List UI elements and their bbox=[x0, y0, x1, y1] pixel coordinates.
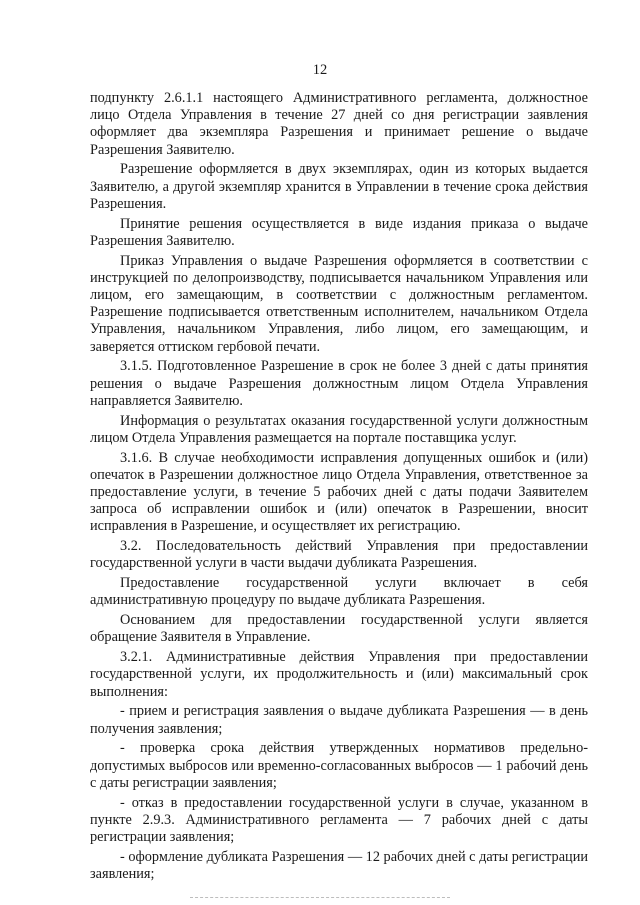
list-item: - отказ в предоставлении государственной услуги в случае, указанном в пункте 2.9.3. Административного регламента — 7 рабочих дней с даты регистрации заявления; bbox=[90, 794, 588, 846]
list-item: - проверка срока действия утвержденных нормативов предельно-допустимых выбросов или временно-согласованных выбросов — 1 рабочий день с даты регистрации заявления; bbox=[90, 740, 588, 791]
scan-footer-artifact bbox=[190, 897, 450, 900]
paragraph: Приказ Управления о выдаче Разрешения оформляется в соответствии с инструкцией по делопроизводству, подписывается начальником Управления или лицом, его замещающим, в соответствии с должностным регламентом. Разрешение подписывается ответственным исполнителем, начальником Отдела Управления, начальником Управления, либо лицом, его замещающим, и заверяется оттиском гербовой печати. bbox=[90, 252, 588, 355]
list-item: - прием и регистрация заявления о выдаче дубликата Разрешения — в день получения заявления; bbox=[90, 703, 588, 737]
paragraph: подпункту 2.6.1.1 настоящего Административного регламента, должностное лицо Отдела Управления в течение 27 дней со дня регистрации заявления оформляет два экземпляра Разрешения и принимает решение о выдаче Разрешения Заявителю. bbox=[90, 90, 588, 158]
paragraph: 3.2.1. Административные действия Управления при предоставлении государственной услуги, их продолжительность и (или) максимальный срок выполнения: bbox=[90, 649, 588, 700]
paragraph: Предоставление государственной услуги включает в себя административную процедуру по выдаче дубликата Разрешения. bbox=[90, 575, 588, 609]
paragraph: Основанием для предоставлении государственной услуги является обращение Заявителя в Управление. bbox=[90, 612, 588, 646]
paragraph: 3.2. Последовательность действий Управления при предоставлении государственной услуги в части выдачи дубликата Разрешения. bbox=[90, 538, 588, 572]
paragraph: 3.1.6. В случае необходимости исправления допущенных ошибок и (или) опечаток в Разрешении должностное лицо Отдела Управления, ответственное за предоставление услуги, в течение 5 рабочих дней с даты подачи Заявителем запроса об исправлении ошибок и (или) опечаток в Разрешении, вносит исправления в Разрешение, и осуществляет их регистрацию. bbox=[90, 449, 588, 535]
paragraph: Информация о результатах оказания государственной услуги должностным лицом Отдела Управления размещается на портале поставщика услуг. bbox=[90, 412, 588, 446]
page-number: 12 bbox=[312, 62, 328, 78]
list-item: - оформление дубликата Разрешения — 12 рабочих дней с даты регистрации заявления; bbox=[90, 848, 588, 883]
paragraph: Принятие решения осуществляется в виде издания приказа о выдаче Разрешения Заявителю. bbox=[90, 215, 588, 249]
paragraph: 3.1.5. Подготовленное Разрешение в срок не более 3 дней с даты принятия решения о выдаче Разрешения должностным лицом Отдела Управления направляется Заявителю. bbox=[90, 358, 588, 409]
document-body bbox=[90, 90, 588, 886]
paragraph: Разрешение оформляется в двух экземплярах, один из которых выдается Заявителю, а другой экземпляр хранится в Управлении в течение срока действия Разрешения. bbox=[90, 161, 588, 212]
